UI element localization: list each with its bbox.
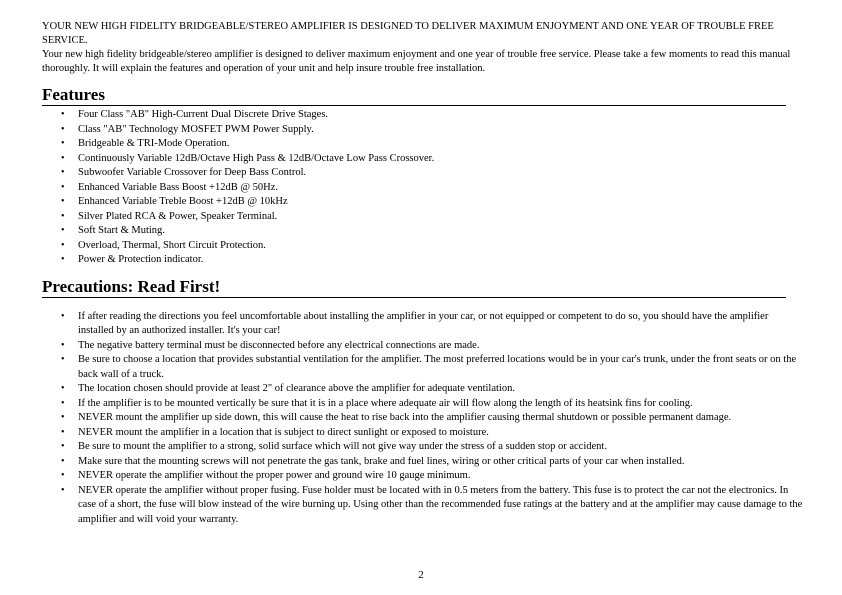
bullet-icon: •: [61, 455, 65, 467]
bullet-icon: •: [61, 152, 65, 164]
bullet-icon: •: [61, 441, 65, 452]
list-item-text: Subwoofer Variable Crossover for Deep Bass Control.: [78, 167, 307, 178]
bullet-icon: •: [61, 412, 65, 423]
list-item: [42, 397, 804, 412]
list-item-text: Silver Plated RCA & Power, Speaker Terminal.: [78, 210, 278, 222]
list-item: [42, 166, 804, 181]
list-item-text: NEVER mount the amplifier up side down, this will cause the heat to rise back into the amplifier causing thermal shutdown or possible permanent damage.: [78, 412, 732, 423]
list-item: [42, 123, 804, 138]
features-title: Features: [42, 85, 786, 106]
bullet-icon: •: [61, 484, 65, 496]
bullet-icon: •: [61, 167, 65, 178]
bullet-icon: •: [61, 138, 65, 149]
list-item: [42, 411, 804, 426]
list-item-text: NEVER operate the amplifier without the proper power and ground wire 10 gauge minimum.: [78, 470, 471, 481]
intro-heading: YOUR NEW HIGH FIDELITY BRIDGEABLE/STEREO AMPLIFIER IS DESIGNED TO DELIVER MAXIMUM ENJOYMENT AND ONE YEAR OF TROUBLE FREE SERVICE.: [42, 21, 774, 46]
bullet-icon: •: [61, 254, 65, 265]
precautions-title: Precautions: Read First!: [42, 277, 786, 298]
bullet-icon: •: [61, 225, 65, 236]
bullet-icon: •: [61, 397, 65, 409]
list-item-text: If after reading the directions you feel uncomfortable about installing the amplifier in your car, or not equipped or competent to do so, you should have the amplifier installed by an authorized installer. It's your car!: [78, 310, 769, 336]
list-item-text: Be sure to choose a location that provides substantial ventilation for the amplifier. The most preferred locations would be in your car's trunk, under the front seats or on the back wall of a truck.: [78, 354, 797, 380]
list-item-text: Enhanced Variable Treble Boost +12dB @ 10kHz: [78, 196, 288, 207]
bullet-icon: •: [61, 210, 65, 222]
list-item-text: The negative battery terminal must be disconnected before any electrical connections are made.: [78, 339, 480, 351]
list-item-text: NEVER operate the amplifier without proper fusing. Fuse holder must be located with in 0.5 meters from the battery. This fuse is to protect the car not the electronics. In case of a short, the fuse will blow instead of the wire burning up. Using other than the recommended fuse ratings at the battery and at the amplifier may cause damage to the amplifier and will void your warranty.: [78, 484, 803, 525]
list-item: [42, 137, 804, 152]
list-item-text: Continuously Variable 12dB/Octave High Pass & 12dB/Octave Low Pass Crossover.: [78, 152, 435, 164]
list-item: [42, 484, 804, 528]
list-item: [42, 152, 804, 167]
bullet-icon: •: [61, 470, 65, 481]
list-item-text: Power & Protection indicator.: [78, 254, 204, 265]
list-item-text: The location chosen should provide at least 2" of clearance above the amplifier for adequate ventilation.: [78, 383, 515, 394]
list-item: [42, 181, 804, 196]
bullet-icon: •: [61, 109, 65, 120]
bullet-icon: •: [61, 383, 65, 394]
list-item: [42, 455, 804, 470]
list-item: [42, 224, 804, 239]
list-item: [42, 382, 804, 397]
list-item: [42, 440, 804, 455]
list-item: [42, 210, 804, 225]
bullet-icon: •: [61, 181, 65, 193]
bullet-icon: •: [61, 426, 65, 438]
bullet-icon: •: [61, 239, 65, 251]
list-item-text: Overload, Thermal, Short Circuit Protection.: [78, 239, 266, 251]
bullet-icon: •: [61, 196, 65, 207]
list-item: [42, 310, 804, 339]
list-item: [42, 253, 804, 268]
list-item-text: If the amplifier is to be mounted vertically be sure that it is in a place where adequate air will flow along the length of its heatsink fins for cooling.: [78, 397, 693, 409]
list-item-text: Enhanced Variable Bass Boost +12dB @ 50Hz.: [78, 181, 278, 193]
features-list: [42, 108, 804, 268]
list-item: [42, 108, 804, 123]
precautions-list: [42, 310, 804, 528]
list-item-text: NEVER mount the amplifier in a location that is subject to direct sunlight or exposed to moisture.: [78, 426, 489, 438]
list-item: [42, 469, 804, 484]
bullet-icon: •: [61, 123, 65, 135]
list-item: [42, 239, 804, 254]
list-item: [42, 426, 804, 441]
list-item-text: Four Class "AB" High-Current Dual Discrete Drive Stages.: [78, 109, 329, 120]
list-item-text: Be sure to mount the amplifier to a strong, solid surface which will not give way under the stress of a sudden stop or accident.: [78, 441, 607, 452]
list-item-text: Bridgeable & TRI-Mode Operation.: [78, 138, 230, 149]
manual-page: [42, 20, 804, 527]
list-item: [42, 339, 804, 354]
list-item: [42, 195, 804, 210]
list-item-text: Make sure that the mounting screws will not penetrate the gas tank, brake and fuel lines, wiring or other critical parts of your car when installed.: [78, 455, 685, 467]
list-item: [42, 353, 804, 382]
bullet-icon: •: [61, 310, 65, 322]
bullet-icon: •: [61, 354, 65, 365]
bullet-icon: •: [61, 339, 65, 351]
list-item-text: Class "AB" Technology MOSFET PWM Power Supply.: [78, 123, 314, 135]
page-number: 2: [418, 569, 424, 581]
list-item-text: Soft Start & Muting.: [78, 225, 165, 236]
intro-paragraph: Your new high fidelity bridgeable/stereo amplifier is designed to deliver maximum enjoyment and one year of trouble free service. Please take a few moments to read this manual thoroughly. It will explain the features and operation of your unit and help insure trouble free installation.: [42, 49, 791, 74]
